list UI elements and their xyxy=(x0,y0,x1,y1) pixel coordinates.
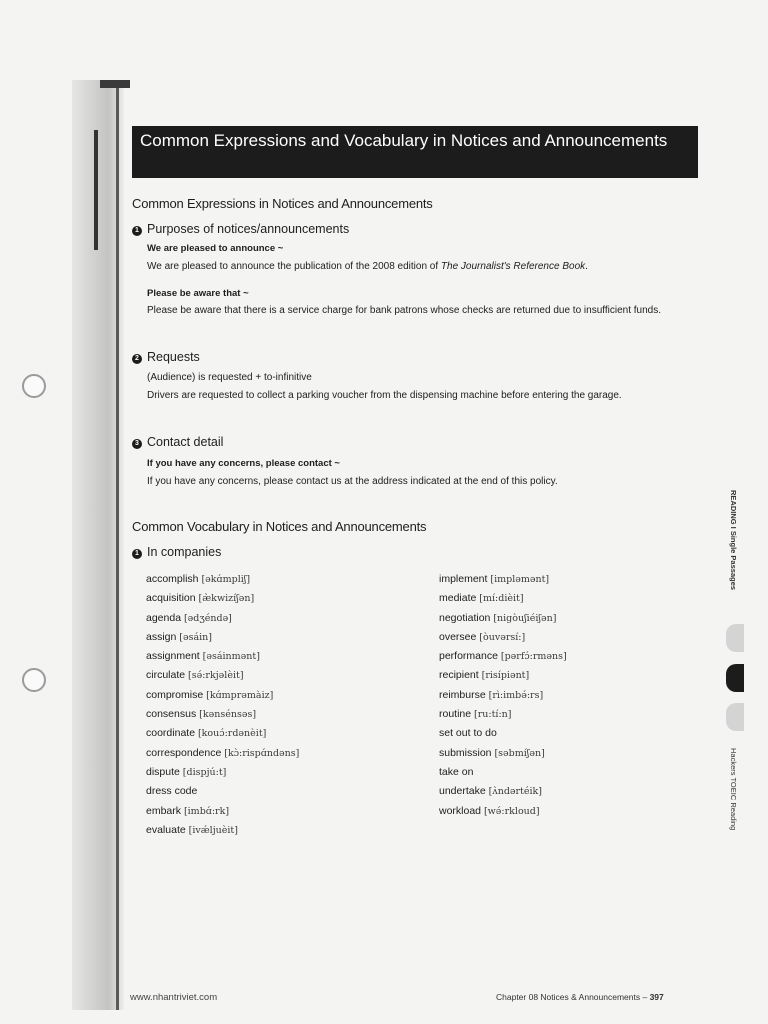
footer-chapter: Chapter 08 Notices & Announcements – 397 xyxy=(496,992,664,1002)
item-2-heading xyxy=(132,350,200,364)
vocab-item: embark [imbɑ́:rk] xyxy=(146,804,230,817)
page-title: Common Expressions and Vocabulary in Notices and Announcements xyxy=(132,126,698,178)
vocab-item: mediate [mí:dièit] xyxy=(439,592,524,605)
item-1-heading xyxy=(132,222,349,236)
number-badge: 3 xyxy=(132,439,142,449)
vocab-list-right xyxy=(439,570,567,821)
vocab-item: assignment [əsáinmənt] xyxy=(146,650,260,663)
punch-hole-top xyxy=(22,374,46,398)
vocab-item: negotiation [nigòuʃiéiʃən] xyxy=(439,611,557,624)
vocab-item: undertake [ʌ̀ndərtéik] xyxy=(439,785,543,798)
example-announce xyxy=(147,259,677,274)
section-heading-expressions: Common Expressions in Notices and Announcements xyxy=(132,196,433,211)
item-3-title: Contact detail xyxy=(147,435,224,449)
footer-website: www.nhantriviet.com xyxy=(130,992,218,1003)
vocab-subheading xyxy=(132,545,221,559)
pattern-contact: If you have any concerns, please contact ~ xyxy=(147,458,340,469)
vocab-item: oversee [òuvərsí:] xyxy=(439,630,526,643)
pattern-request: (Audience) is requested + to-infinitive xyxy=(147,372,312,383)
vocab-item: implement [impləmənt] xyxy=(439,573,550,585)
vocab-item: correspondence [kɔ̀:rispɑ́ndəns] xyxy=(146,746,300,759)
example-request: Drivers are requested to collect a parking voucher from the dispensing machine before entering the garage. xyxy=(147,390,622,401)
vocab-item: consensus [kənsénsəs] xyxy=(146,708,257,721)
vocab-item: coordinate [kouɔ́:rdənèit] xyxy=(146,727,267,740)
book-title: The Journalist's Reference Book xyxy=(440,261,586,272)
page-edge-mark xyxy=(94,130,98,250)
punch-hole-bottom xyxy=(22,668,46,692)
number-badge: 1 xyxy=(132,226,142,236)
item-3-heading xyxy=(132,435,223,449)
item-1-title: Purposes of notices/announcements xyxy=(147,222,350,236)
vocab-item: circulate [sə́:rkjəlèit] xyxy=(146,669,244,682)
vocab-item: acquisition [æ̀kwizíʃən] xyxy=(146,592,255,605)
vocab-item: assign [əsáin] xyxy=(146,630,213,643)
vocab-item: reimburse [rì:imbə́:rs] xyxy=(439,688,544,701)
vocab-item: routine [ru:tí:n] xyxy=(439,708,512,721)
vocab-item: performance [pərfɔ́:rməns] xyxy=(439,650,567,663)
example-announce-text: We are pleased to announce the publication of the 2008 edition of xyxy=(147,261,441,272)
vocab-subheading-title: In companies xyxy=(147,545,222,559)
example-contact: If you have any concerns, please contact us at the address indicated at the end of this policy. xyxy=(147,476,558,487)
vocab-item: set out to do xyxy=(439,727,497,740)
footer-chapter-title: Chapter 08 Notices & Announcements xyxy=(496,992,641,1002)
pattern-announce: We are pleased to announce ~ xyxy=(147,243,284,254)
item-2-title: Requests xyxy=(147,350,200,364)
vocab-item: take on xyxy=(439,765,474,778)
binder-cap xyxy=(100,80,130,88)
section-heading-vocabulary: Common Vocabulary in Notices and Announcements xyxy=(132,519,427,534)
vocab-item: accomplish [əkɑ́mpliʃ] xyxy=(146,573,251,585)
vocab-item: dress code xyxy=(146,785,198,798)
example-announce-end: . xyxy=(585,261,588,272)
chapter-tab xyxy=(726,703,744,731)
number-badge: 1 xyxy=(132,549,142,559)
vocab-list-left xyxy=(146,570,299,840)
vocab-item: agenda [ədʒéndə] xyxy=(146,611,232,624)
vocab-item: submission [səbmíʃən] xyxy=(439,746,545,759)
chapter-tab xyxy=(726,624,744,652)
chapter-tab-active xyxy=(726,664,744,692)
side-label-book: Hackers TOEIC Reading xyxy=(729,748,738,831)
vocab-item: evaluate [ivǽljuèit] xyxy=(146,823,238,836)
side-label-section: READING I Single Passages xyxy=(729,490,738,591)
vocab-item: workload [wə́:rkloud] xyxy=(439,804,540,817)
example-aware: Please be aware that there is a service charge for bank patrons whose checks are returned due to insufficient funds. xyxy=(147,305,661,316)
binder-line xyxy=(116,80,119,1010)
vocab-item: recipient [risípiənt] xyxy=(439,669,530,682)
number-badge: 2 xyxy=(132,354,142,364)
vocab-item: compromise [kɑ́mprəmàiz] xyxy=(146,688,274,701)
page-number: 397 xyxy=(649,992,664,1002)
vocab-item: dispute [dispjú:t] xyxy=(146,765,227,778)
pattern-aware: Please be aware that ~ xyxy=(147,288,249,299)
